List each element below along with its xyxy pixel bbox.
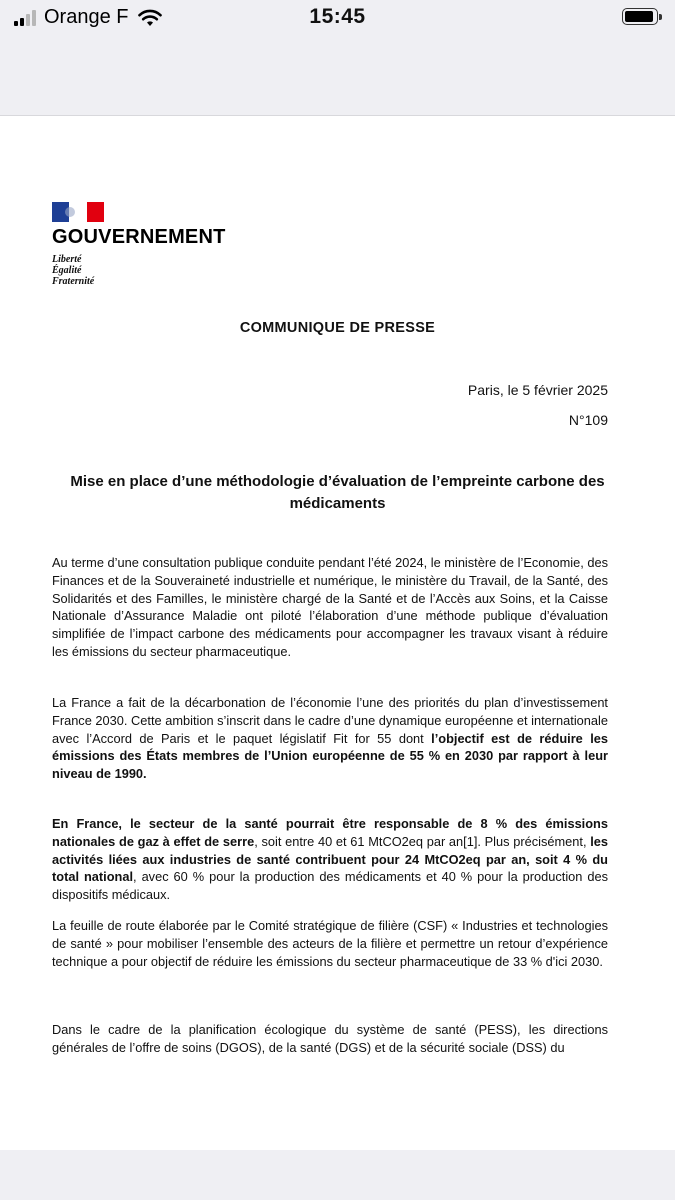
paragraph-3 [52, 815, 608, 904]
paragraph-1: Au terme d’une consultation publique conduite pendant l’été 2024, le ministère de l’Economie, des Finances et de la Souveraineté industrielle et numérique, le ministère du Travail, de la Santé, des Solidarités et des Familles, le ministère chargé de la Santé et de l’Accès aux Soins, et la Caisse Nationale d’Assurance Maladie ont piloté l’élaboration d’une méthode publique d’évaluation simplifiée de l’impact carbone des médicaments pour accompagner les travaux visant à réduire les émissions du secteur pharmaceutique. [52, 555, 608, 659]
government-logo [52, 202, 226, 287]
text-run-bold: En France, le secteur de la santé pourrait être responsable de 8 % des émissions nationales de gaz à effet de serre [52, 816, 608, 849]
marianne-flag-icon [52, 202, 104, 222]
document-date: Paris, le 5 février 2025 [467, 382, 608, 398]
document-page[interactable] [0, 116, 675, 1151]
text-run: La France a fait de la décarbonation de l’économie l’une des priorités du plan d’investissement France 2030. Cette ambition s’inscrit dans le cadre d’une dynamique européenne et internationale avec l’Accord de Paris et le paquet législatif Fit for 55 dont [52, 695, 608, 746]
motto-line: Égalité [52, 265, 82, 276]
battery-icon [622, 8, 663, 27]
text-run: , soit entre 40 et 61 MtCO2eq par an[1]. Plus précisément, [254, 833, 591, 849]
paragraph-2 [52, 694, 608, 783]
document-number: N°109 [568, 412, 608, 428]
text-run-bold: l’objectif est de réduire les émissions des États membres de l’Union européenne de 55 % en 2030 par rapport à leur niveau de 1990. [52, 730, 608, 782]
viewer-bottom-margin [0, 1150, 675, 1200]
paragraph-5: Dans le cadre de la planification écologique du système de santé (PESS), les directions générales de l’offre de soins (DGOS), de la santé (DGS) et de la sécurité sociale (DSS) du [52, 1022, 608, 1055]
press-release-headline: Mise en place d’une méthodologie d’évaluation de l’empreinte carbone des médicaments [70, 473, 605, 512]
paragraph-4: La feuille de route élaborée par le Comité stratégique de filière (CSF) « Industries et technologies de santé » pour mobiliser l’ensemble des acteurs de la filière et permettre un retour d’expérience technique a pour objectif de réduire les émissions du secteur pharmaceutique de 33 % d'ici 2030. [52, 918, 608, 969]
clock: 15:45 [309, 5, 366, 28]
text-run: , avec 60 % pour la production des médicaments et 40 % pour la production des dispositifs médicaux. [52, 869, 609, 903]
motto-line: Liberté [52, 254, 82, 265]
carrier-name: Orange F [44, 6, 129, 28]
viewer-top-margin [0, 40, 675, 116]
status-bar [0, 0, 675, 40]
logo-motto [52, 254, 226, 287]
document-type-title: COMMUNIQUE DE PRESSE [239, 320, 436, 336]
motto-line: Fraternité [52, 276, 95, 287]
logo-wordmark: GOUVERNEMENT [52, 226, 226, 248]
text-run-bold: les activités liées aux industries de santé contribuent pour 24 MtCO2eq par an, soit 4 % du total national [52, 833, 609, 885]
